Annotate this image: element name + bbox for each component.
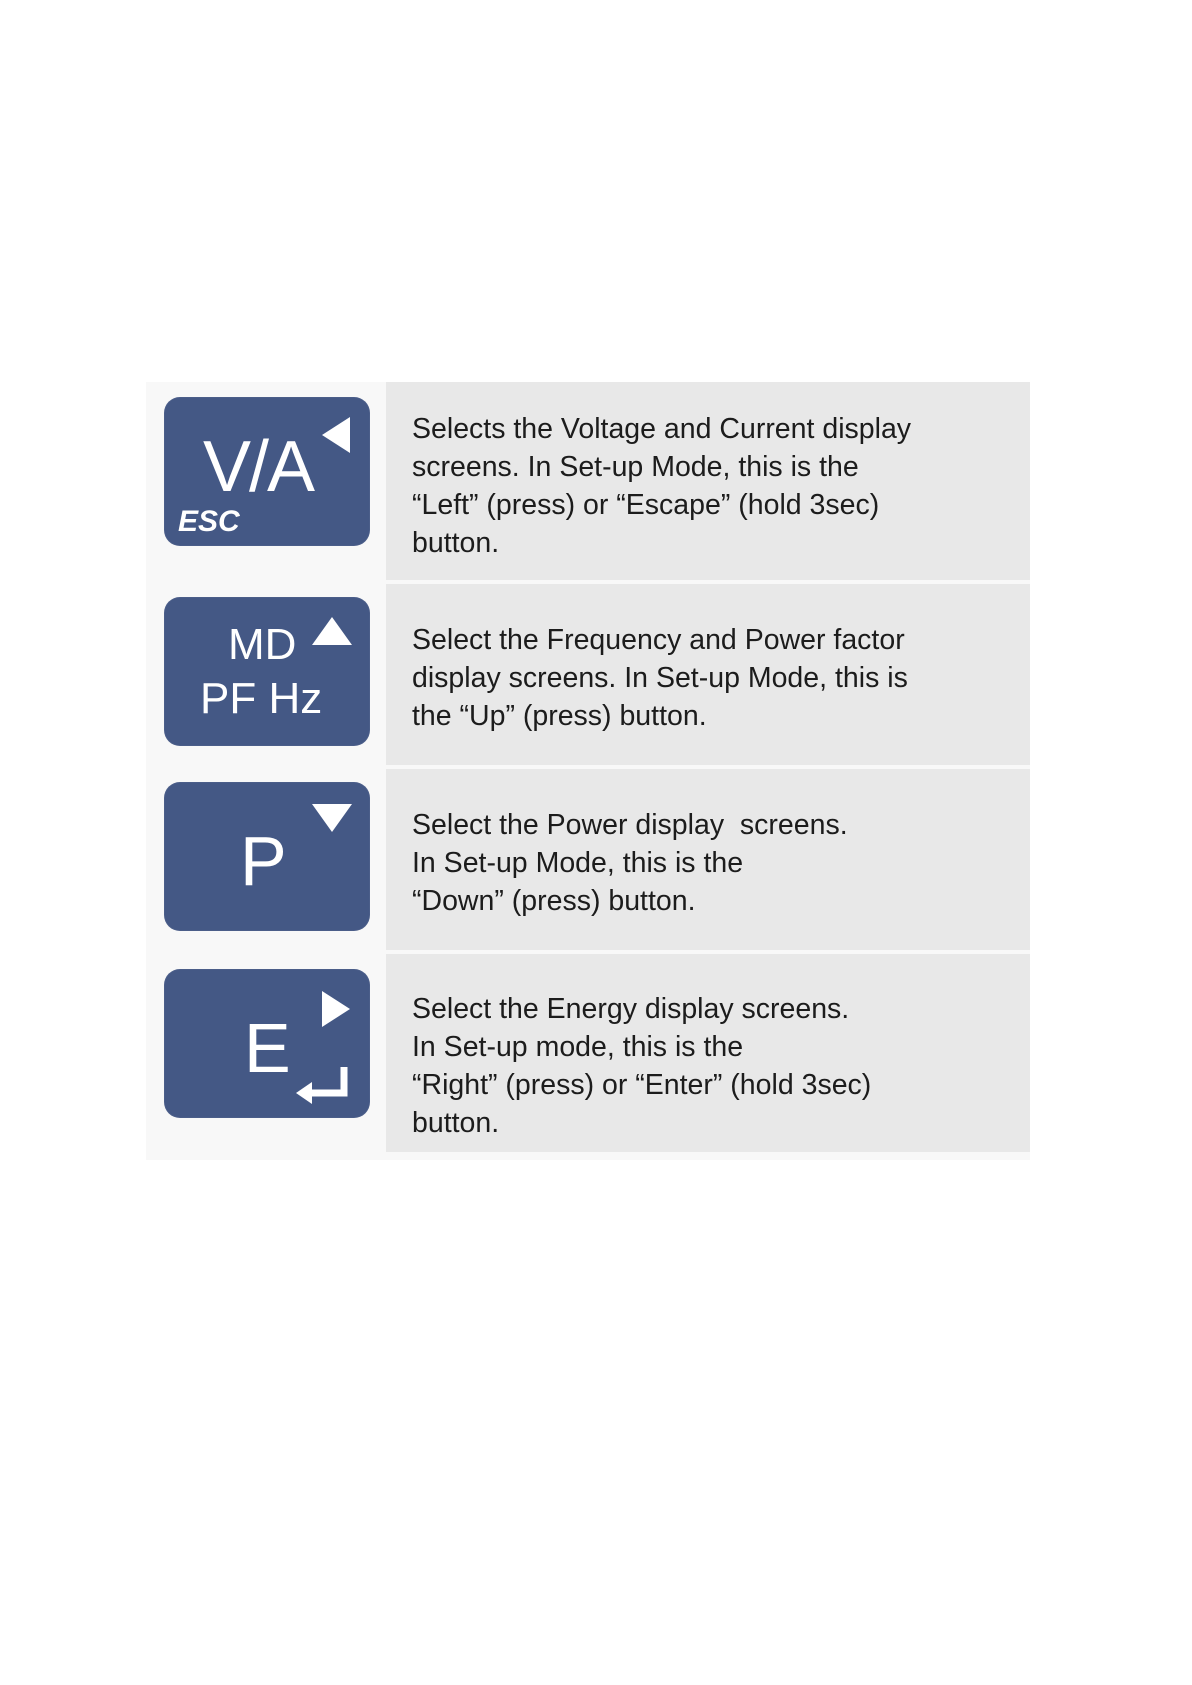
description-line: Select the Power display screens. (412, 809, 848, 841)
description-line: “Left” (press) or “Escape” (hold 3sec) (412, 489, 880, 521)
description-line: screens. In Set-up Mode, this is the (412, 451, 859, 483)
va-description-cell (386, 382, 1030, 580)
description-line: In Set-up Mode, this is the (412, 847, 744, 879)
description-line: “Down” (press) button. (412, 885, 696, 917)
description-line: the “Up” (press) button. (412, 700, 707, 732)
md-description (412, 621, 1010, 735)
va-description (412, 410, 1010, 562)
md-pf-hz-key (164, 597, 370, 746)
e-description (412, 990, 1010, 1142)
e-description-cell (386, 954, 1030, 1152)
esc-key-sublabel: ESC (178, 505, 240, 538)
button-function-table (146, 382, 1030, 1160)
table-row-md (146, 584, 1030, 765)
description-line: button. (412, 527, 500, 559)
table-row-va (146, 382, 1030, 580)
description-line: “Right” (press) or “Enter” (hold 3sec) (412, 1069, 872, 1101)
triangle-up-icon (312, 617, 352, 645)
triangle-down-icon (312, 804, 352, 832)
description-line: In Set-up mode, this is the (412, 1031, 744, 1063)
va-esc-key (164, 397, 370, 546)
e-key (164, 969, 370, 1118)
p-description (412, 806, 1010, 920)
triangle-left-icon (322, 417, 350, 453)
description-line: display screens. In Set-up Mode, this is (412, 662, 908, 694)
table-row-p (146, 769, 1030, 950)
description-line: button. (412, 1107, 500, 1139)
enter-arrow-icon (292, 1065, 352, 1105)
description-line: Select the Frequency and Power factor (412, 624, 905, 656)
triangle-right-icon (322, 991, 350, 1027)
p-key-label: P (240, 822, 287, 900)
pf-hz-key-sublabel: PF Hz (200, 674, 323, 723)
md-key-label: MD (228, 620, 297, 669)
md-description-cell (386, 584, 1030, 765)
e-key-label: E (244, 1009, 291, 1087)
p-key (164, 782, 370, 931)
table-row-e (146, 954, 1030, 1152)
description-line: Select the Energy display screens. (412, 993, 850, 1025)
p-description-cell (386, 769, 1030, 950)
description-line: Selects the Voltage and Current display (412, 413, 912, 445)
va-key-label: V/A (203, 427, 314, 507)
